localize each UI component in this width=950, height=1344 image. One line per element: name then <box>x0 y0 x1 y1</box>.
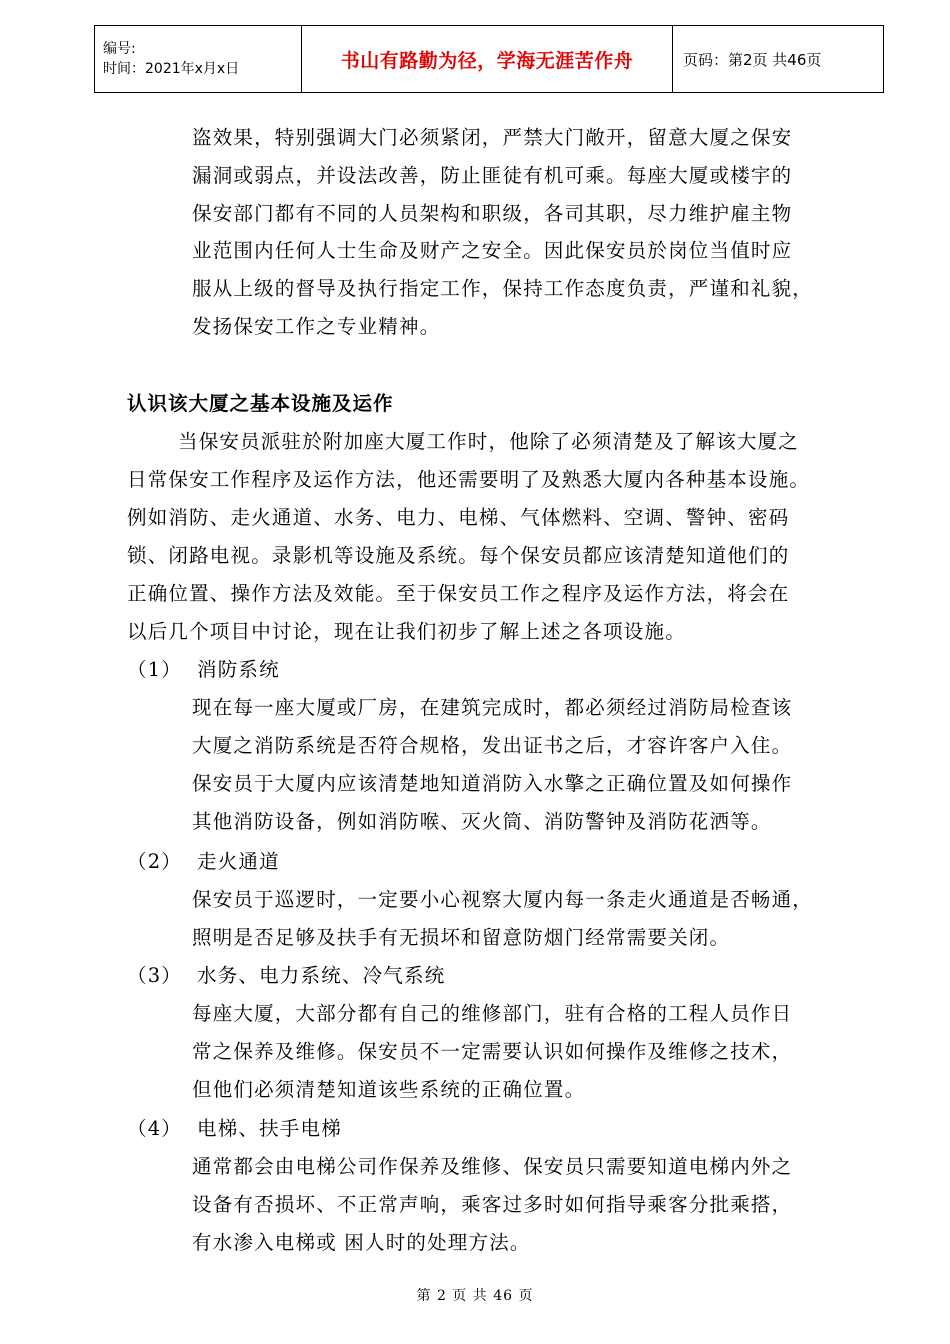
body-line: 服从上级的督导及执行指定工作，保持工作态度负责，严谨和礼貌， <box>192 277 814 300</box>
item-title: 消防系统 <box>197 658 280 681</box>
body-line: 保安员于巡逻时，一定要小心视察大厦内每一条走火通道是否畅通， <box>192 888 814 911</box>
header-meta <box>95 26 302 93</box>
document-number-label: 编号: <box>103 41 136 57</box>
body-line: 漏洞或弱点，并设法改善，防止匪徒有机可乘。每座大厦或楼宇的 <box>192 164 793 187</box>
item-title: 走火通道 <box>197 850 280 873</box>
body-line: 以后几个项目中讨论，现在让我们初步了解上述之各项设施。 <box>127 620 686 643</box>
item-number: （4） <box>127 1117 183 1140</box>
document-time-label: 时间：2021年x月x日 <box>103 61 240 77</box>
body-line: 例如消防、走火通道、水务、电力、电梯、气体燃料、空调、警钟、密码 <box>127 506 790 529</box>
body-line: 但他们必须清楚知道该些系统的正确位置。 <box>192 1078 586 1101</box>
body-line: 照明是否足够及扶手有无损坏和留意防烟门经常需要关闭。 <box>192 926 731 949</box>
body-line: 当保安员派驻於附加座大厦工作时，他除了必须清楚及了解该大厦之 <box>178 430 800 453</box>
item-number: （2） <box>127 850 183 873</box>
page-footer: 第 2 页 共 46 页 <box>416 1288 534 1304</box>
body-line: 正确位置、操作方法及效能。至于保安员工作之程序及运作方法，将会在 <box>127 582 790 605</box>
body-line: 大厦之消防系统是否符合规格，发出证书之后，才容许客户入住。 <box>192 734 793 757</box>
body-line: 日常保安工作程序及运作方法，他还需要明了及熟悉大厦内各种基本设施。 <box>127 468 811 491</box>
section-title: 认识该大厦之基本设施及运作 <box>127 392 394 415</box>
header-page-info: 页码：第2页 共46页 <box>673 26 884 93</box>
body-line: 每座大厦，大部分都有自己的维修部门，驻有合格的工程人员作日 <box>192 1002 793 1025</box>
page-header <box>94 25 884 93</box>
body-line: 常之保养及维修。保安员不一定需要认识如何操作及维修之技术， <box>192 1040 793 1063</box>
body-line: 保安部门都有不同的人员架构和职级，各司其职，尽力维护雇主物 <box>192 202 793 225</box>
body-line: 现在每一座大厦或厂房，在建筑完成时，都必须经过消防局检查该 <box>192 696 793 719</box>
body-line: 有水渗入电梯或 困人时的处理方法。 <box>192 1231 531 1254</box>
body-line: 通常都会由电梯公司作保养及维修、保安员只需要知道电梯内外之 <box>192 1155 793 1178</box>
item-number: （1） <box>127 658 183 681</box>
body-line: 锁、闭路电视。录影机等设施及系统。每个保安员都应该清楚知道他们的 <box>127 544 790 567</box>
body-line: 保安员于大厦内应该清楚地知道消防入水擎之正确位置及如何操作 <box>192 772 793 795</box>
body-line: 盗效果，特别强调大门必须紧闭，严禁大门敞开，留意大厦之保安 <box>192 126 793 149</box>
body-line: 其他消防设备，例如消防喉、灭火筒、消防警钟及消防花洒等。 <box>192 810 772 833</box>
body-line: 业范围内任何人士生命及财产之安全。因此保安员於岗位当值时应 <box>192 239 793 262</box>
body-line: 设备有否损坏、不正常声响，乘客过多时如何指导乘客分批乘搭， <box>192 1193 793 1216</box>
item-title: 水务、电力系统、冷气系统 <box>197 964 446 987</box>
item-number: （3） <box>127 964 183 987</box>
item-title: 电梯、扶手电梯 <box>197 1117 342 1140</box>
body-line: 发扬保安工作之专业精神。 <box>192 315 441 338</box>
header-slogan: 书山有路勤为径，学海无涯苦作舟 <box>302 26 673 93</box>
